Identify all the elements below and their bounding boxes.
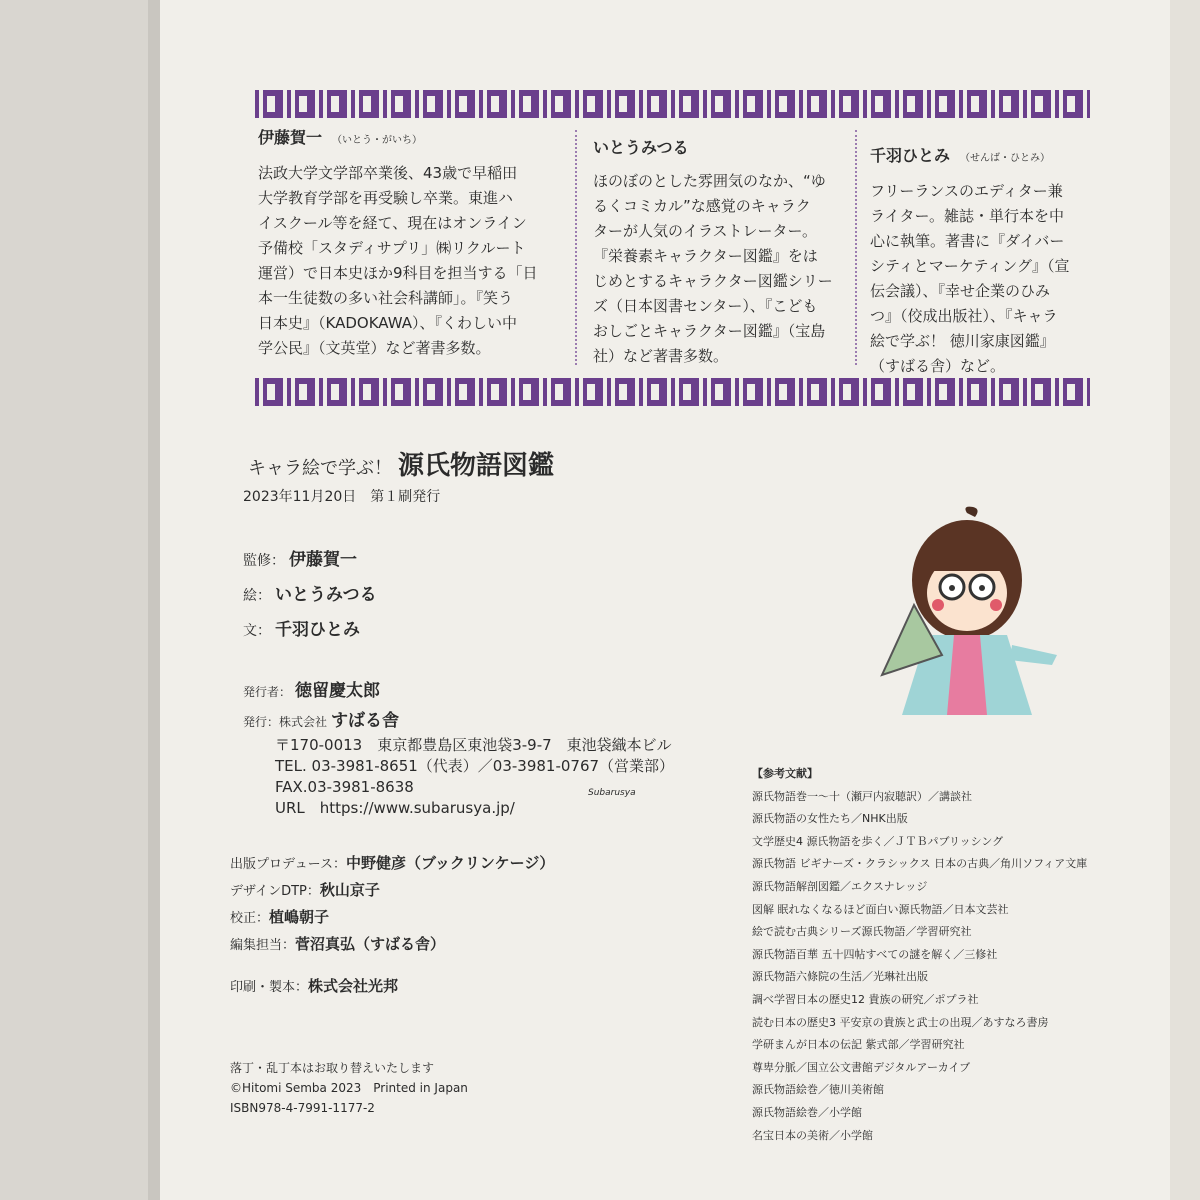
- staff-value: 株式会社光邦: [308, 977, 399, 995]
- reference-item: 源氏物語六條院の生活／光琳社出版: [752, 970, 928, 984]
- staff-proofreading: [230, 906, 329, 927]
- bottom-border-pattern: [255, 378, 1090, 406]
- bio-line: 運営）で日本史ほか9科目を担当する「日: [258, 264, 538, 282]
- bio-line: つ』（佼成出版社）、『キャラ: [870, 307, 1058, 325]
- credit-writer: [243, 615, 360, 640]
- issuer-name: 徳留慶太郎: [295, 681, 381, 701]
- staff-printing: [230, 975, 398, 996]
- bio-line: ズ（日本図書センター）、『こども: [593, 297, 818, 315]
- bio-line: イスクール等を経て、現在はオンライン: [258, 214, 527, 232]
- publish-date: 2023年11月20日 第１刷発行: [243, 489, 441, 505]
- bio-name: いとうみつる: [593, 138, 689, 157]
- heian-girl-illustration: [872, 505, 1072, 730]
- credit-illustrator: [243, 580, 377, 605]
- reference-item: 尊卑分脈／国立公文書館デジタルアーカイブ: [752, 1060, 971, 1074]
- staff-producer: [230, 852, 554, 873]
- address-tel: TEL. 03-3981-8651（代表）／03-3981-0767（営業部）: [275, 757, 675, 775]
- credit-value: いとうみつる: [275, 585, 377, 605]
- credit-label: 絵：: [243, 588, 271, 604]
- bio-line: 心に執筆。著書に『ダイバー: [870, 232, 1065, 250]
- staff-label: 出版プロデュース：: [230, 857, 346, 872]
- bio-line: 法政大学文学部卒業後、43歳で早稲田: [258, 164, 518, 182]
- references: [752, 763, 1087, 1147]
- staff-label: 校正：: [230, 911, 270, 926]
- staff-value: 秋山京子: [319, 881, 380, 899]
- bio-senba-hitomi: [870, 143, 1090, 379]
- reference-item: 絵で読む古典シリーズ源氏物語／学習研究社: [752, 925, 972, 939]
- bio-line: ターが人気のイラストレーター。: [593, 222, 817, 240]
- bio-line: 日本史』（KADOKAWA）、『くわしい中: [258, 314, 517, 332]
- staff-value: 植嶋朝子: [269, 908, 330, 926]
- reference-item: 源氏物語絵巻／小学館: [752, 1105, 862, 1119]
- address-url: URL https://www.subarusya.jp/: [275, 799, 515, 817]
- bio-line: 社）など著書多数。: [593, 347, 729, 365]
- bio-name: 伊藤賀一: [258, 128, 323, 147]
- staff-value: 菅沼真弘（すばる舎）: [295, 935, 446, 953]
- bio-line: 伝会議）、『幸せ企業のひみ: [870, 282, 1051, 300]
- reference-item: 調べ学習日本の歴史12 貴族の研究／ポプラ社: [752, 992, 979, 1006]
- bio-ito-mitsuru: [593, 135, 863, 369]
- bio-separator: [575, 130, 577, 365]
- credit-label: 監修：: [243, 553, 285, 569]
- credit-value: 千羽ひとみ: [275, 620, 360, 640]
- credit-supervisor: [243, 545, 357, 570]
- reference-item: 名宝日本の美術／小学館: [752, 1128, 873, 1142]
- address-fax: FAX.03-3981-8638: [275, 778, 414, 796]
- bio-line: 絵で学ぶ！ 徳川家康図鑑』: [870, 332, 1055, 350]
- reference-item: 図解 眠れなくなるほど面白い源氏物語／日本文芸社: [752, 902, 1009, 916]
- bio-line: 予備校「スタディサプリ」㈱リクルート: [258, 239, 526, 257]
- bio-line: シティとマーケティング』（宣: [870, 257, 1070, 275]
- subarusya-logo: Subarusya: [588, 788, 636, 798]
- book-title: [248, 445, 554, 482]
- reference-item: 文学歴史4 源氏物語を歩く／ＪＴＢパブリッシング: [752, 834, 1004, 848]
- publisher-address: [275, 735, 674, 819]
- reference-item: 源氏物語 ビギナーズ・クラシックス 日本の古典／角川ソフィア文庫: [752, 857, 1088, 871]
- bio-ito-gaichi: [258, 125, 563, 361]
- bio-line: ほのぼのとした雰囲気のなか、“ゆ: [593, 172, 826, 190]
- bio-line: るくコミカル”な感覚のキャラク: [593, 197, 811, 215]
- staff-label: 印刷・製本：: [230, 980, 309, 995]
- staff-label: 編集担当：: [230, 938, 296, 953]
- staff-value: 中野健彦（ブックリンケージ）: [345, 854, 555, 872]
- bio-line: 『栄養素キャラクター図鑑』をは: [593, 247, 818, 265]
- bio-line: おしごとキャラクター図鑑』（宝島: [593, 322, 826, 340]
- publisher-label: 発行：株式会社: [243, 715, 328, 729]
- reference-item: 読む日本の歴史3 平安京の貴族と武士の出現／あすなろ書房: [752, 1015, 1049, 1029]
- bio-line: フリーランスのエディター兼: [870, 182, 1063, 200]
- reference-item: 源氏物語の女性たち／NHK出版: [752, 812, 908, 826]
- bio-line: じめとするキャラクター図鑑シリー: [593, 272, 833, 290]
- reference-item: 源氏物語巻一～十（瀬戸内寂聴訳）／講談社: [752, 789, 972, 803]
- bio-line: 大学教育学部を再受験し卒業。東進ハ: [258, 189, 514, 207]
- publisher: [243, 706, 399, 731]
- title-prefix: キャラ絵で学ぶ！: [248, 458, 392, 479]
- staff-label: デザインDTP：: [230, 884, 320, 899]
- bio-line: ライター。雑誌・単行本を中: [870, 207, 1064, 225]
- staff-editor: [230, 933, 445, 954]
- bio-reading: （いとう・がいち）: [332, 135, 423, 146]
- title-main: 源氏物語図鑑: [398, 451, 555, 481]
- address-line: 〒170-0013 東京都豊島区東池袋3-9-7 東池袋織本ビル: [275, 736, 672, 754]
- top-border-pattern: [255, 90, 1090, 118]
- bio-reading: （せんば・ひとみ）: [960, 153, 1051, 164]
- reference-item: 源氏物語解剖図鑑／エクスナレッジ: [752, 879, 928, 893]
- credit-label: 文：: [243, 623, 271, 639]
- reference-item: 源氏物語絵巻／徳川美術館: [752, 1083, 884, 1097]
- reference-item: 源氏物語百華 五十四帖すべての謎を解く／三修社: [752, 947, 998, 961]
- bio-line: 学公民』（文英堂）など著書多数。: [258, 339, 491, 357]
- footer-copyright: ©Hitomi Semba 2023 Printed in Japan: [230, 1081, 468, 1095]
- footer-line: 落丁・乱丁本はお取り替えいたします: [230, 1061, 435, 1075]
- issuer: [243, 676, 380, 701]
- references-title: 【参考文献】: [752, 767, 818, 780]
- publisher-name: すばる舎: [331, 711, 400, 731]
- next-page-edge: [1170, 0, 1200, 1200]
- bio-name: 千羽ひとみ: [870, 146, 951, 165]
- issuer-label: 発行者：: [243, 685, 292, 699]
- reference-item: 学研まんが日本の伝記 紫式部／学習研究社: [752, 1038, 965, 1052]
- footer-notes: [230, 1058, 468, 1118]
- bio-line: 本一生徒数の多い社会科講師」。『笑う: [258, 289, 514, 307]
- credit-value: 伊藤賀一: [289, 550, 357, 570]
- footer-isbn: ISBN978-4-7991-1177-2: [230, 1101, 375, 1115]
- bio-line: （すばる舎）など。: [870, 357, 1006, 375]
- staff-design: [230, 879, 380, 900]
